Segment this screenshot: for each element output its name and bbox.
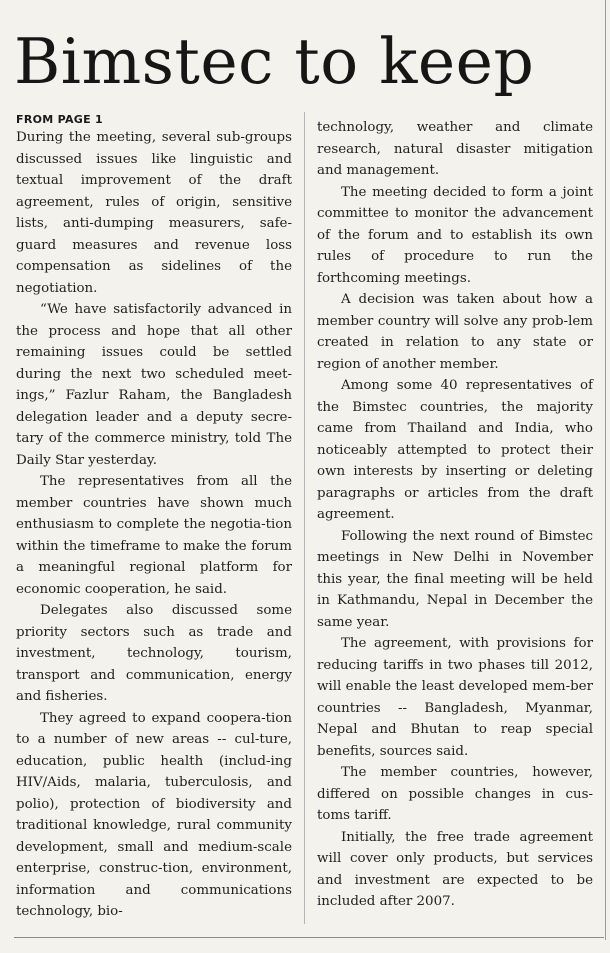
headline: Bimstec to keep [14, 25, 535, 98]
paragraph: A decision was taken about how a member country will solve any prob-lem created in relation to any state or region of another member. [317, 292, 593, 372]
right-edge-rule [605, 0, 606, 940]
paragraph: Delegates also discussed some priority sectors such as trade and investment, technology, tourism, transport and communication, energy and fisheries. [16, 603, 292, 704]
paragraph: The member countries, however, differed on possible changes in cus-toms tariff. [317, 765, 593, 823]
paragraph: The agreement, with provisions for reducing tariffs in two phases till 2012, will enable the least developed mem-ber countries -- Bangladesh, Myanmar, Nepal and Bhutan to reap special benefits, sources said. [317, 636, 593, 759]
bottom-rule [14, 937, 604, 938]
paragraph: The representatives from all the member countries have shown much enthusiasm to complete the negotia-tion within the timeframe to make the forum a meaningful regional platform for economic cooperation, he said. [16, 474, 292, 597]
paragraph-continued: technology, weather and climate research, natural disaster mitigation and management. [317, 120, 593, 178]
paragraph: Following the next round of Bimstec meetings in New Delhi in November this year, the final meeting will be held in Kathmandu, Nepal in December the same year. [317, 528, 593, 630]
column-divider [304, 112, 305, 924]
paragraph: During the meeting, several sub-groups discussed issues like linguistic and textual improvement of the draft agreement, rules of origin, sensitive lists, anti-dumping measurers, safe-guard measures and revenue loss compensation as sidelines of the negotiation. [16, 130, 292, 296]
paragraph: Among some 40 representatives of the Bimstec countries, the majority came from Thailand and India, who noticeably attempted to protect their own interests by inserting or deleting paragraphs or articles from the draft agreement. [317, 378, 593, 522]
paragraph: They agreed to expand coopera-tion to a number of new areas -- cul-ture, education, public health (includ-ing HIV/Aids, malaria, tuberculosis, and polio), protection of biodiversity and traditional knowledge, rural community development, small and medium-scale enterprise, construc-tion, environment, information and communications technology, bio- [16, 710, 292, 919]
paragraph: Initially, the free trade agreement will cover only products, but services and investment are expected to be included after 2007. [317, 829, 593, 909]
paragraph: The meeting decided to form a joint committee to monitor the advancement of the forum and to establish its own rules of procedure to run the forthcoming meetings. [317, 184, 593, 286]
kicker-from-page-1: FROM PAGE 1 [16, 113, 104, 126]
right-column [317, 117, 593, 913]
left-column [16, 112, 292, 923]
paragraph: “We have satisfactorily advanced in the process and hope that all other remaining issues could be settled during the next two scheduled meet-ings,” Fazlur Raham, the Bangladesh delegation leader and a deputy secre-tary of the commerce ministry, told The Daily Star yesterday. [16, 302, 292, 468]
